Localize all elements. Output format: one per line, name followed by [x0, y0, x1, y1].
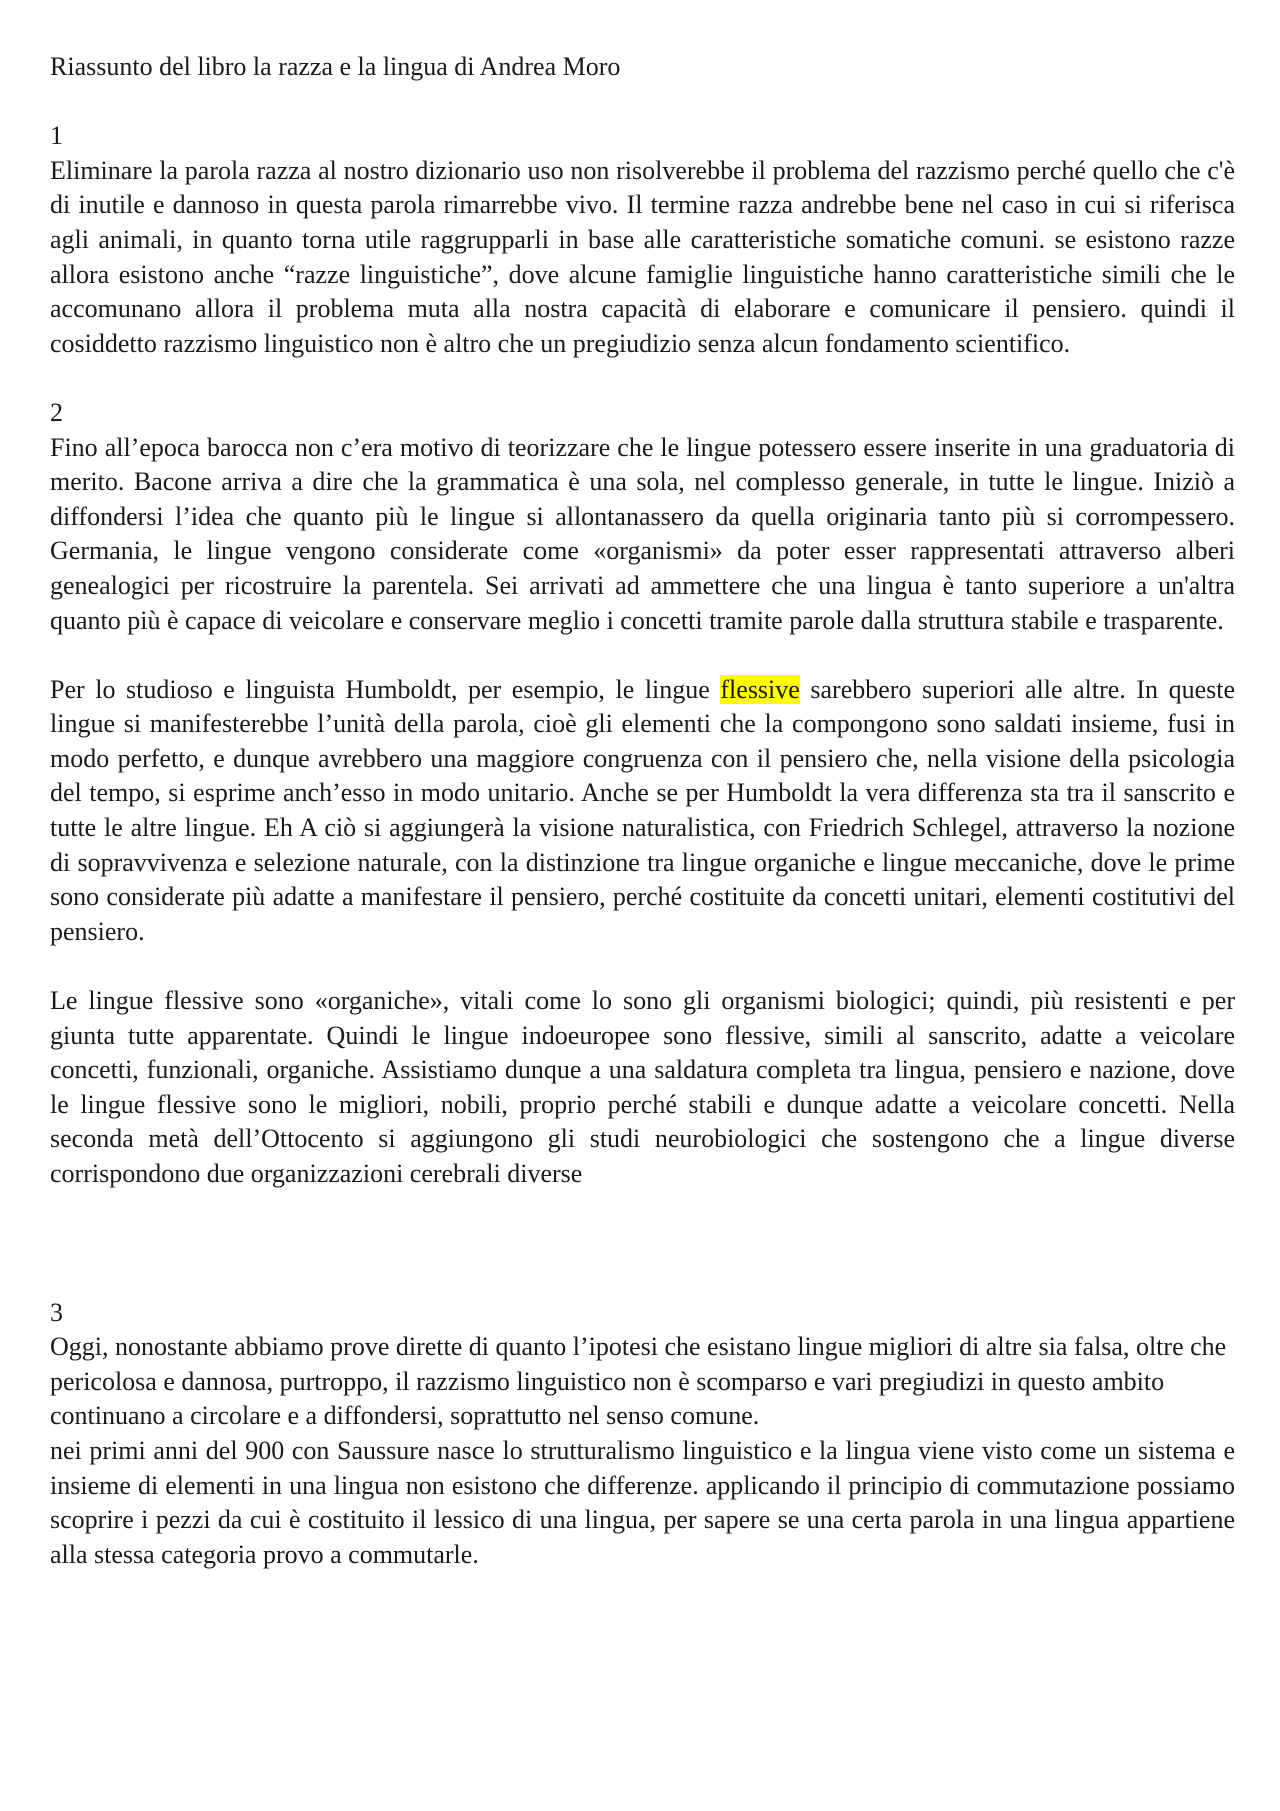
section-number-3: 3 [50, 1297, 63, 1327]
paragraph-spacer [50, 361, 1235, 396]
section-3-paragraph-2: nei primi anni del 900 con Saussure nasce lo strutturalismo linguistico e la lingua viene visto come un sistema e insieme di elementi in una lingua non esistono che differenze. applicando il principio di commutazione possiamo scoprire i pezzi da cui è costituito il lessico di una lingua, per sapere se una certa parola in una lingua appartiene alla stessa categoria provo a commutarle. [50, 1435, 1235, 1569]
highlighted-word: flessive [720, 674, 800, 704]
section-2-closing-paragraph: Le lingue flessive sono «organiche», vitali come lo sono gli organismi biologici; quindi, più resistenti e per giunta tutte apparentate. Quindi le lingue indoeuropee sono flessive, simili al sanscrito, adatte a veicolare concetti, funzionali, organiche. Assistiamo dunque a una saldatura completa tra lingua, pensiero e nazione, dove le lingue flessive sono le migliori, nobili, proprio perché stabili e dunque adatte a veicolare concetti. Nella seconda metà dell’Ottocento si aggiungono gli studi neurobiologici che sostengono che a lingue diverse corrispondono due organizzazioni cerebrali diverse [50, 986, 1235, 1188]
paragraph-spacer [50, 638, 1235, 673]
section-spacer [50, 1192, 1235, 1296]
document-page [50, 50, 1235, 1572]
section-number-2: 2 [50, 397, 63, 427]
document-title: Riassunto del libro la razza e la lingua di Andrea Moro [50, 52, 621, 81]
humboldt-paragraph [50, 673, 1235, 950]
section-1-paragraph: Eliminare la parola razza al nostro dizionario uso non risolverebbe il problema del razzismo perché quello che c'è di inutile e dannoso in questa parola rimarrebbe vivo. Il termine razza andrebbe bene nel caso in cui si riferisca agli animali, in quanto torna utile raggrupparli in base alle caratteristiche somatiche comuni. se esistono razze allora esistono anche “razze linguistiche”, dove alcune famiglie linguistiche hanno caratteristiche simili che le accomunano allora il problema muta alla nostra capacità di elaborare e comunicare il pensiero. quindi il cosiddetto razzismo linguistico non è altro che un pregiudizio senza alcun fondamento scientifico. [50, 155, 1235, 358]
humboldt-text-after: sarebbero superiori alle altre. In queste lingue si manifesterebbe l’unità della parola, cioè gli elementi che la compongono sono saldati insieme, fusi in modo perfetto, e dunque avrebbero una maggiore congruenza con il pensiero che, nella visione della psicologia del tempo, si esprime anch’esso in modo unitario. Anche se per Humboldt la vera differenza sta tra il sanscrito e tutte le altre lingue. Eh A ciò si aggiungerà la visione naturalistica, con Friedrich Schlegel, attraverso la nozione di sopravvivenza e selezione naturale, con la distinzione tra lingue organiche e lingue meccaniche, dove le prime sono considerate più adatte a manifestare il pensiero, perché costituite da concetti unitari, elementi costitutivi del pensiero. [50, 674, 1235, 946]
humboldt-text-before: Per lo studioso e linguista Humboldt, per esempio, le lingue [50, 674, 721, 704]
section-2-paragraph-1: Fino all’epoca barocca non c’era motivo di teorizzare che le lingue potessero essere inserite in una graduatoria di merito. Bacone arriva a dire che la grammatica è una sola, nel complesso generale, in tutte le lingue. Iniziò a diffondersi l’idea che quanto più le lingue si allontanassero da quella originaria tanto più si corrompessero. Germania, le lingue vengono considerate come «organismi» da poter esser rappresentati attraverso alberi genealogici per ricostruire la parentela. Sei arrivati ad ammettere che una lingua è tanto superiore a un'altra quanto più è capace di veicolare e conservare meglio i concetti tramite parole dalla struttura stabile e trasparente. [50, 432, 1235, 635]
section-number-1: 1 [50, 121, 63, 151]
section-3-paragraph-1: Oggi, nonostante abbiamo prove dirette di quanto l’ipotesi che esistano lingue migliori di altre sia falsa, oltre che pericolosa e dannosa, purtroppo, il razzismo linguistico non è scomparso e vari pregiudizi in questo ambito continuano a circolare e a diffondersi, soprattutto nel senso comune. [50, 1332, 1227, 1431]
paragraph-spacer [50, 949, 1235, 984]
